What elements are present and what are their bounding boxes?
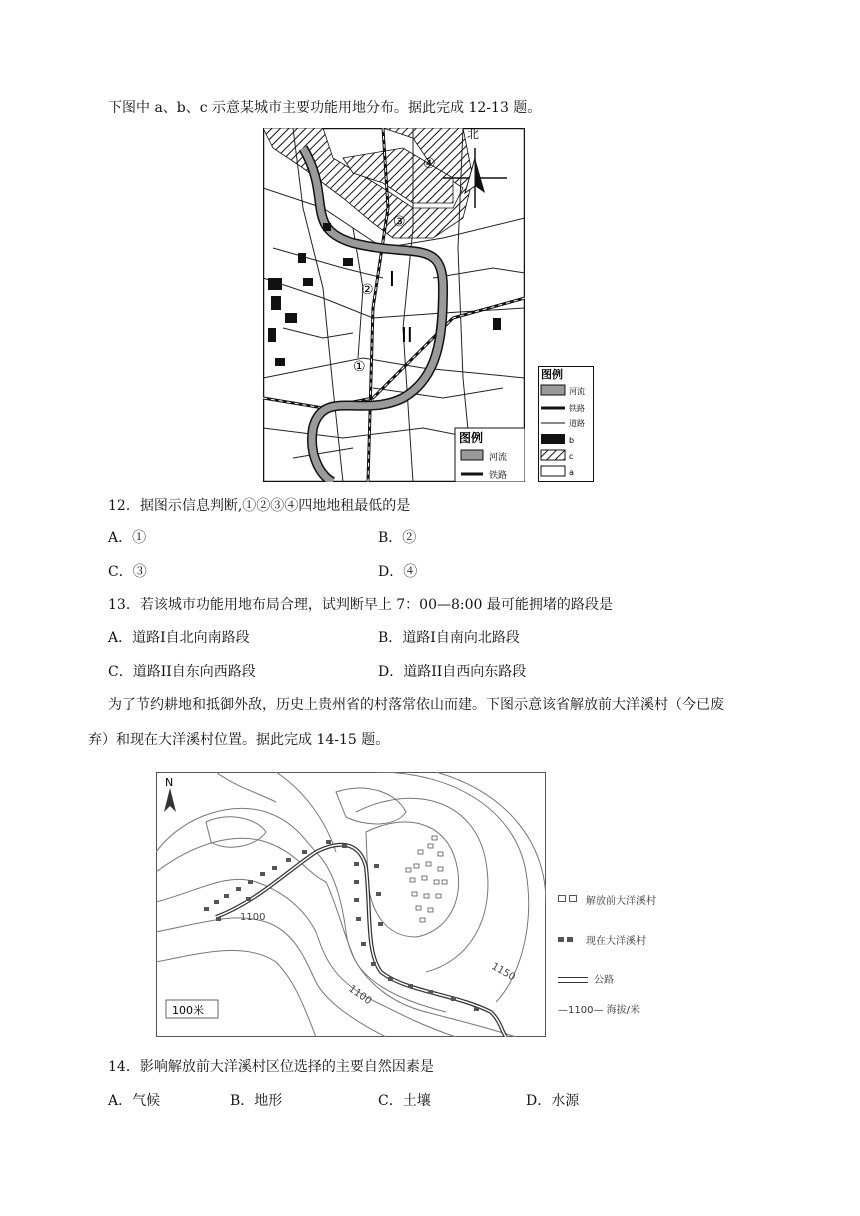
legend-current-icon <box>558 937 564 942</box>
marker-1: ① <box>353 359 366 375</box>
intro-14-15-line2: 弃）和现在大洋溪村位置。据此完成 14-15 题。 <box>88 732 390 748</box>
q14-option-d[interactable]: D．水源 <box>526 1093 580 1109</box>
svg-text:道路: 道路 <box>569 419 585 428</box>
q13-option-b[interactable]: B．道路I自南向北路段 <box>378 630 520 646</box>
q12-option-c[interactable]: C．③ <box>108 564 147 580</box>
scale-bar <box>166 1000 218 1018</box>
svg-text:图例: 图例 <box>541 368 563 381</box>
q13-option-a[interactable]: A．道路I自北向南路段 <box>108 630 250 646</box>
q14-stem: 14．影响解放前大洋溪村区位选择的主要自然因素是 <box>108 1059 434 1075</box>
q14-option-a[interactable]: A．气候 <box>108 1093 161 1109</box>
q13-stem: 13．若该城市功能用地布局合理，试判断早上 7：00—8:00 最可能拥堵的路段是 <box>108 597 613 613</box>
q13-option-c[interactable]: C．道路II自东向西路段 <box>108 664 256 680</box>
svg-text:100米: 100米 <box>172 1004 204 1017</box>
q12-option-b[interactable]: B．② <box>378 530 417 546</box>
map2-legend: 解放前大洋溪村 现在大洋溪村 公路 —1100— 海拔/米 <box>558 896 656 1016</box>
svg-text:河流: 河流 <box>569 387 585 396</box>
intro-14-15-line1: 为了节约耕地和抵御外敌，历史上贵州省的村落常依山而建。下图示意该省解放前大洋溪村（今已废 <box>108 697 724 713</box>
svg-text:b: b <box>569 436 575 445</box>
road-I-label: I <box>389 267 395 291</box>
svg-text:a: a <box>569 468 574 477</box>
svg-text:铁路: 铁路 <box>569 404 585 413</box>
svg-text:铁路: 铁路 <box>489 471 508 481</box>
q13-option-d[interactable]: D．道路II自西向东路段 <box>378 664 527 680</box>
q12-option-d[interactable]: D．④ <box>378 564 418 580</box>
road-II-label: II <box>401 323 413 347</box>
legend-old-icon <box>558 895 566 902</box>
village-contour-map <box>156 772 546 1037</box>
intro-12-13: 下图中 a、b、c 示意某城市主要功能用地分布。据此完成 12-13 题。 <box>108 100 542 116</box>
marker-4: ④ <box>423 156 436 172</box>
contour-label-1100: 1100 <box>240 912 266 923</box>
marker-2: ② <box>361 282 374 298</box>
q14-option-b[interactable]: B．地形 <box>230 1093 283 1109</box>
q12-option-a[interactable]: A．① <box>108 530 147 546</box>
svg-text:图例: 图例 <box>459 431 484 445</box>
q14-option-c[interactable]: C．土壤 <box>378 1093 431 1109</box>
inner-legend <box>455 428 525 482</box>
svg-text:c: c <box>569 452 574 461</box>
q12-stem: 12．据图示信息判断,①②③④四地地租最低的是 <box>108 498 411 514</box>
legend-road-icon <box>558 977 588 983</box>
north-label: 北 <box>467 128 480 141</box>
city-land-use-map <box>263 128 525 482</box>
contour-label-1150: 1150 <box>489 961 518 984</box>
outer-legend <box>538 366 594 482</box>
contour-label-1100-b: 1100 <box>346 983 374 1008</box>
north-label: N <box>165 776 174 789</box>
svg-text:河流: 河流 <box>489 453 508 463</box>
marker-3: ③ <box>393 214 406 230</box>
